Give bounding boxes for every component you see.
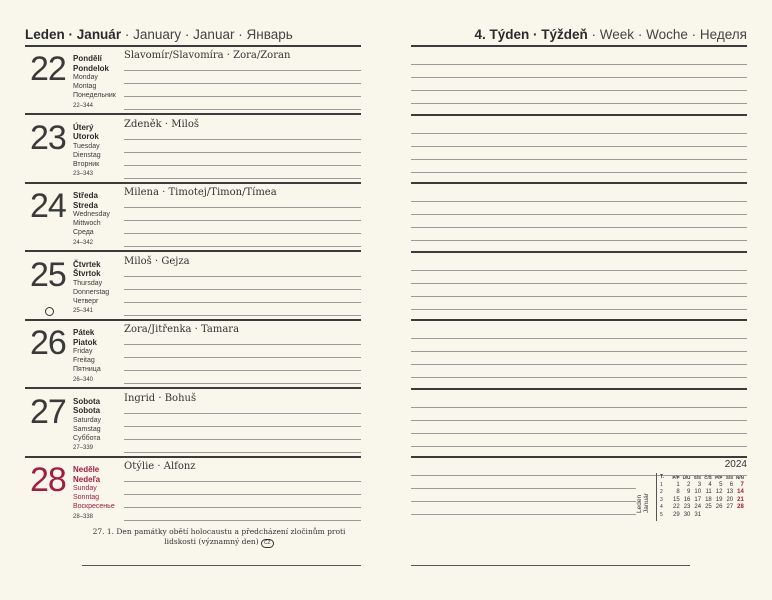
- writing-line[interactable]: [124, 220, 361, 221]
- day-count: 26–340: [73, 376, 94, 383]
- notes-line[interactable]: [411, 407, 747, 408]
- month-cz: Leden: [25, 27, 65, 42]
- mini-calendar-day: 2: [687, 481, 691, 488]
- mini-calendar-week: [660, 512, 744, 520]
- mini-calendar-day: 25: [705, 504, 712, 510]
- month-header: Leden · Január · January · Januar · Январь: [25, 27, 293, 42]
- week-ru: Неделя: [699, 27, 747, 42]
- writing-line[interactable]: [124, 96, 361, 97]
- notes-separator: [411, 251, 747, 253]
- mini-calendar-weekday: N/N: [736, 475, 744, 480]
- notes-line[interactable]: [411, 296, 747, 297]
- mini-calendar-weekday: P/P: [672, 475, 680, 480]
- mini-calendar-day: 6: [729, 481, 734, 488]
- mini-calendar-day: 11: [705, 489, 712, 495]
- notes-line[interactable]: [411, 240, 747, 241]
- notes-line[interactable]: [411, 90, 747, 91]
- weekday-sk: Piatok: [73, 337, 98, 347]
- writing-line[interactable]: [124, 439, 361, 440]
- writing-line[interactable]: [124, 452, 361, 453]
- notes-line[interactable]: [411, 377, 747, 378]
- day-row: [25, 458, 361, 526]
- notes-separator: [411, 319, 747, 321]
- weekday-de: Dienstag: [73, 151, 101, 159]
- notes-line[interactable]: [411, 77, 747, 78]
- writing-line[interactable]: [124, 383, 361, 384]
- month-de: Januar: [193, 27, 235, 42]
- writing-line[interactable]: [124, 520, 361, 521]
- weekday-cz: Čtvrtek: [73, 259, 101, 269]
- mini-calendar-day: [722, 512, 733, 520]
- weekday-cz: Sobota: [73, 396, 101, 406]
- weekday-ru: Понедельник: [73, 92, 116, 100]
- day-count: 23–343: [73, 171, 94, 178]
- notes-line[interactable]: [411, 103, 747, 104]
- weekday-en: Wednesday: [73, 211, 110, 218]
- writing-line[interactable]: [124, 276, 361, 277]
- notes-line[interactable]: [411, 172, 747, 173]
- mini-calendar-day: 13: [726, 489, 734, 495]
- mini-calendar: [636, 459, 747, 521]
- mini-calendar-day: 14: [737, 489, 744, 495]
- weekday-sk: Utorok: [73, 132, 99, 141]
- mini-calendar-week: [660, 504, 744, 512]
- mini-calendar-year: 2024: [724, 459, 747, 470]
- notes-line[interactable]: [411, 133, 747, 134]
- nameday: Slavomír/Slavomíra · Zora/Zoran: [124, 50, 291, 61]
- weekday-de: Samstag: [73, 425, 101, 433]
- weekday-en: Thursday: [73, 279, 103, 287]
- day-row: [25, 321, 361, 389]
- nameday: Miloš · Gejza: [124, 255, 190, 267]
- day-row: [25, 116, 361, 184]
- writing-line[interactable]: [124, 357, 361, 358]
- week-number: 4: [660, 504, 663, 510]
- notes-line[interactable]: [411, 514, 636, 515]
- mini-calendar-day: 3: [697, 481, 702, 488]
- notes-separator: [411, 388, 747, 390]
- weekday-cz: Středa: [73, 191, 98, 200]
- weekday-sk: Sobota: [73, 406, 101, 415]
- week-number: 2: [660, 489, 663, 495]
- mini-calendar-month-sk: Január: [643, 493, 650, 513]
- weekday-en: Tuesday: [73, 142, 100, 150]
- day-number: 22: [30, 50, 66, 88]
- weekday-en: Saturday: [73, 416, 102, 424]
- notes-line[interactable]: [411, 488, 636, 489]
- week-number: 5: [660, 511, 663, 518]
- notes-line[interactable]: [411, 351, 747, 352]
- notes-line[interactable]: [411, 201, 747, 202]
- mini-calendar-day: 9: [687, 489, 691, 495]
- moon-phase-icon: [45, 307, 54, 316]
- writing-line[interactable]: [124, 139, 361, 140]
- notes-line[interactable]: [411, 146, 747, 147]
- writing-line[interactable]: [124, 152, 361, 153]
- week-en: Week: [599, 27, 635, 42]
- week-number: 1: [660, 481, 663, 488]
- weekday-sk: Pondelok: [73, 63, 110, 73]
- weekday-cz: Pátek: [73, 328, 95, 337]
- writing-line[interactable]: [124, 178, 361, 179]
- weekday-en: Monday: [73, 74, 98, 81]
- mini-calendar-day: 1: [676, 481, 680, 488]
- writing-line[interactable]: [124, 246, 361, 247]
- mini-calendar-divider: [656, 473, 657, 521]
- weekday-en: Sunday: [73, 485, 97, 492]
- mini-calendar-header: [660, 474, 744, 482]
- weekday-names: [73, 465, 115, 522]
- notes-separator: [411, 182, 747, 184]
- notes-line[interactable]: [411, 309, 747, 310]
- notes-line[interactable]: [411, 214, 747, 215]
- mini-calendar-day: 23: [683, 504, 691, 510]
- weekday-names: [73, 123, 101, 180]
- writing-line[interactable]: [124, 315, 361, 316]
- writing-line[interactable]: [124, 207, 361, 208]
- notes-line[interactable]: [411, 446, 747, 447]
- notes-line[interactable]: [411, 433, 747, 434]
- mini-calendar-day: 20: [726, 496, 734, 503]
- day-row: [25, 47, 361, 115]
- day-count: 27–339: [73, 445, 94, 452]
- bottom-divider-right: [411, 565, 690, 566]
- weekday-names: [73, 54, 116, 111]
- month-sk: Január: [76, 27, 122, 42]
- nameday: Zdeněk · Miloš: [124, 118, 200, 130]
- cz-flag-icon: CZ: [261, 539, 274, 548]
- day-count: 28–338: [73, 513, 94, 520]
- left-page: [25, 0, 361, 600]
- writing-line[interactable]: [124, 370, 361, 371]
- notes-separator: [411, 456, 747, 458]
- right-page: [411, 0, 747, 600]
- weekday-en: Friday: [73, 348, 93, 355]
- writing-line[interactable]: [124, 233, 361, 234]
- mini-calendar-week: [660, 482, 744, 490]
- weekday-de: Sonntag: [73, 494, 100, 502]
- mini-calendar-day: 10: [694, 489, 702, 495]
- writing-line[interactable]: [124, 83, 361, 84]
- mini-calendar-day: 8: [676, 489, 680, 495]
- week-number: 3: [660, 496, 663, 503]
- mini-calendar-day: 17: [694, 496, 702, 503]
- writing-line[interactable]: [124, 494, 361, 495]
- mini-calendar-day: 24: [694, 504, 702, 510]
- weekday-ru: Среда: [73, 229, 94, 237]
- mini-calendar-month-cz: Leden: [636, 494, 643, 513]
- week-de: Woche: [646, 27, 688, 42]
- notes-line[interactable]: [411, 364, 747, 365]
- day-number: 27: [30, 392, 66, 431]
- day-number: 26: [30, 324, 66, 362]
- writing-line[interactable]: [124, 413, 361, 414]
- top-divider-right: [411, 45, 747, 47]
- writing-line[interactable]: [124, 165, 361, 166]
- day-row: [25, 253, 361, 321]
- mini-calendar-day: 16: [683, 496, 691, 503]
- mini-calendar-day: 28: [737, 504, 744, 510]
- mini-calendar-day: 22: [673, 504, 680, 510]
- mini-calendar-day: 12: [715, 489, 723, 495]
- writing-line[interactable]: [124, 109, 361, 110]
- writing-line[interactable]: [124, 344, 361, 345]
- mini-calendar-day: [733, 512, 744, 520]
- writing-line[interactable]: [124, 481, 361, 482]
- weekday-de: Donnerstag: [73, 288, 110, 296]
- notes-line[interactable]: [411, 227, 747, 228]
- mini-calendar-weekday: S/S: [725, 475, 734, 480]
- week-header: 4. Týden · Týždeň · Week · Woche · Неделя: [474, 27, 747, 42]
- mini-calendar-day: 15: [673, 496, 680, 503]
- weekday-ru: Суббота: [73, 434, 101, 442]
- mini-calendar-weekday: P/P: [715, 475, 723, 480]
- week-cz: 4. Týden: [474, 27, 530, 42]
- mini-calendar-week: [660, 489, 744, 497]
- nameday: Otýlie · Alfonz: [124, 461, 196, 472]
- day-count: 25–341: [73, 308, 94, 315]
- day-count: 22–344: [73, 102, 94, 109]
- weekday-de: Montag: [73, 83, 97, 91]
- notes-line[interactable]: [411, 338, 747, 339]
- weekday-de: Mittwoch: [73, 220, 101, 228]
- weekday-sk: Streda: [73, 200, 98, 210]
- mini-calendar-day: 27: [726, 504, 734, 510]
- writing-line[interactable]: [124, 289, 361, 290]
- holiday-note: 27. 1. Den památky obětí holocaustu a předcházení zločinům proti lidskosti (významný den) CZ: [92, 527, 346, 546]
- bottom-divider: [82, 565, 361, 566]
- weekday-names: [73, 328, 101, 385]
- weekday-ru: Воскресенье: [73, 503, 115, 511]
- weekday-names: [73, 191, 110, 248]
- weekday-ru: Четверг: [73, 297, 99, 305]
- notes-line[interactable]: [411, 283, 747, 284]
- nameday: Zora/Jitřenka · Tamara: [124, 324, 240, 335]
- day-number: 23: [30, 118, 66, 157]
- day-row: [25, 184, 361, 252]
- week-sk: Týždeň: [541, 27, 588, 42]
- writing-line[interactable]: [124, 507, 361, 508]
- weekday-de: Freitag: [73, 357, 95, 365]
- weekday-ru: Вторник: [73, 160, 100, 168]
- mini-calendar-day: 18: [705, 496, 712, 503]
- mini-calendar-weekday: Č/Š: [704, 475, 712, 480]
- mini-calendar-day: 26: [715, 504, 723, 510]
- nameday: Milena · Timotej/Timon/Tímea: [124, 187, 277, 198]
- mini-calendar-weekday: Ú/U: [682, 475, 691, 480]
- weekday-cz: Neděle: [73, 465, 100, 474]
- weekday-cz: Úterý: [73, 122, 94, 132]
- mini-calendar-day: [712, 512, 723, 520]
- mini-calendar-day: 30: [683, 511, 691, 518]
- month-ru: Январь: [246, 27, 293, 42]
- writing-line[interactable]: [124, 70, 361, 71]
- mini-calendar-day: 4: [708, 481, 712, 488]
- weekday-names: [73, 397, 101, 454]
- notes-line[interactable]: [411, 64, 747, 65]
- weekday-sk: Nedeľa: [73, 474, 101, 484]
- day-count: 24–342: [73, 239, 94, 246]
- day-row: [25, 390, 361, 458]
- day-number: 28: [30, 461, 66, 499]
- writing-line[interactable]: [124, 302, 361, 303]
- writing-line[interactable]: [124, 426, 361, 427]
- mini-calendar-day: [701, 512, 712, 520]
- mini-calendar-day: 19: [715, 496, 723, 503]
- mini-calendar-weekday: S/S: [693, 475, 702, 480]
- weekday-ru: Пятница: [73, 366, 101, 374]
- day-number: 24: [30, 187, 66, 225]
- weekday-cz: Pondělí: [73, 54, 102, 63]
- notes-separator: [411, 114, 747, 116]
- mini-calendar-week: [660, 497, 744, 505]
- mini-calendar-day: 5: [719, 481, 723, 488]
- weekday-sk: Štvrtok: [73, 269, 101, 278]
- month-en: January: [133, 27, 182, 42]
- mini-calendar-grid: [660, 474, 744, 519]
- nameday: Ingrid · Bohuš: [124, 392, 197, 404]
- notes-line[interactable]: [411, 420, 747, 421]
- mini-calendar-day: 29: [673, 511, 680, 518]
- notes-line[interactable]: [411, 159, 747, 160]
- mini-calendar-weekday: T.: [660, 474, 664, 480]
- notes-line[interactable]: [411, 270, 747, 271]
- mini-calendar-day: 31: [694, 511, 702, 518]
- mini-calendar-day: 7: [740, 481, 744, 488]
- mini-calendar-day: 21: [737, 496, 744, 503]
- weekday-names: [73, 260, 109, 317]
- day-number: 25: [30, 255, 66, 294]
- notes-line[interactable]: [411, 501, 636, 502]
